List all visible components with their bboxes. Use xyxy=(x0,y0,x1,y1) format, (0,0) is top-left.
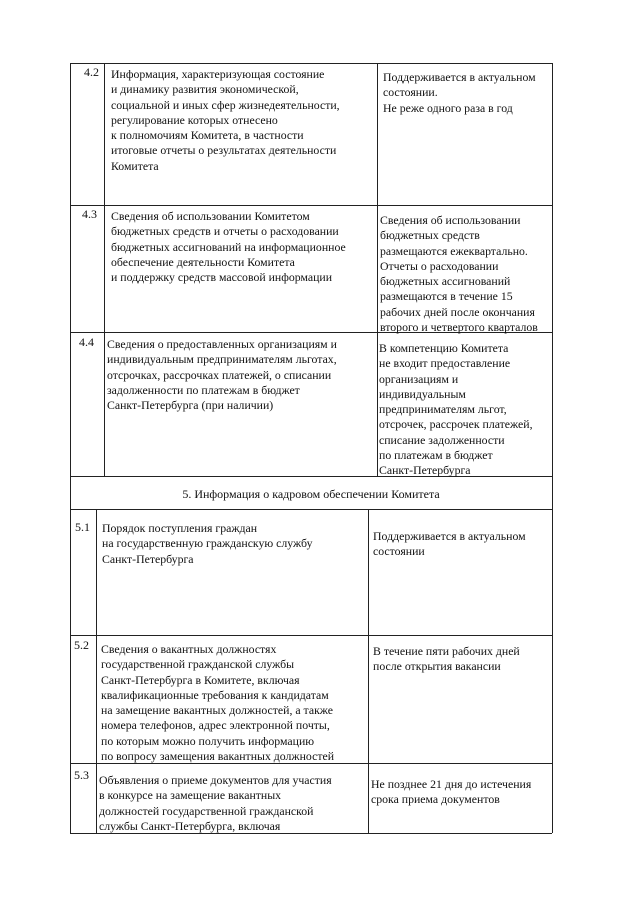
table-line xyxy=(104,63,105,476)
desc-line: и поддержку средств массовой информации xyxy=(111,270,333,285)
table-line xyxy=(70,63,71,833)
desc-line: номера телефонов, адрес электронной почты, xyxy=(101,718,330,733)
note-line: Отчеты о расходовании xyxy=(380,258,499,273)
note-line: Не позднее 21 дня до истечения xyxy=(371,777,532,791)
note-line: состоянии xyxy=(373,544,425,559)
table-line xyxy=(377,63,378,476)
row-note xyxy=(380,213,550,335)
table-line xyxy=(70,205,552,206)
row-note xyxy=(373,529,549,560)
desc-line: государственной гражданской службы xyxy=(101,657,295,672)
note-line: бюджетных ассигнований xyxy=(380,274,511,289)
desc-line: Санкт-Петербурга (при наличии) xyxy=(107,398,274,413)
desc-line: регулирование которых отнесено xyxy=(111,112,278,127)
row-number: 4.2 xyxy=(84,65,99,79)
row-description xyxy=(107,337,373,413)
desc-line: задолженности по платежам в бюджет xyxy=(107,382,300,397)
note-line: Поддерживается в актуальном xyxy=(383,70,536,84)
note-line: списание задолженности xyxy=(379,432,505,447)
desc-line: Санкт-Петербурга в Комитете, включая xyxy=(101,672,300,687)
row-note xyxy=(373,644,549,675)
table-line xyxy=(368,509,369,833)
desc-line: индивидуальным предпринимателям льготах, xyxy=(107,352,337,367)
desc-line: Объявления о приеме документов для участия xyxy=(99,773,332,787)
note-line: В течение пяти рабочих дней xyxy=(373,644,520,658)
note-line: размещаются ежеквартально. xyxy=(380,243,528,258)
desc-line: службы Санкт-Петербурга, включая xyxy=(99,818,281,833)
desc-line: бюджетных ассигнований на информационное xyxy=(111,239,346,254)
note-line: второго и четвертого кварталов xyxy=(380,320,538,335)
desc-line: на замещение вакантных должностей, а также xyxy=(101,703,334,718)
desc-line: в конкурсе на замещение вакантных xyxy=(99,788,282,803)
table-line xyxy=(96,509,97,833)
note-line: не входит предоставление xyxy=(379,356,511,371)
note-line: Сведения об использовании xyxy=(380,213,521,227)
desc-line: квалификационные требования к кандидатам xyxy=(101,687,329,702)
row-number: 4.4 xyxy=(79,335,94,349)
desc-line: по вопросу замещения вакантных должностей xyxy=(101,749,335,764)
desc-line: обеспечение деятельности Комитета xyxy=(111,254,295,269)
row-description xyxy=(99,773,364,834)
row-description xyxy=(102,521,364,567)
desc-line: бюджетных средств и отчеты о расходовании xyxy=(111,224,339,239)
desc-line: и динамику развития экономической, xyxy=(111,82,299,97)
desc-line: Сведения об использовании Комитетом xyxy=(111,209,310,223)
row-number: 5.3 xyxy=(74,768,89,782)
note-line: отсрочек, рассрочек платежей, xyxy=(379,417,533,432)
row-note xyxy=(371,777,549,808)
note-line: Не реже одного раза в год xyxy=(383,100,513,115)
row-note xyxy=(379,341,549,479)
note-line: рабочих дней после окончания xyxy=(380,304,535,319)
section-title: 5. Информация о кадровом обеспечении Комитета xyxy=(182,487,440,501)
desc-line: Сведения о предоставленных организациям и xyxy=(107,337,337,351)
table-line xyxy=(70,63,552,64)
desc-line: Сведения о вакантных должностях xyxy=(101,642,277,656)
row-note xyxy=(383,70,549,116)
row-number: 5.1 xyxy=(75,520,90,534)
desc-line: по которым можно получить информацию xyxy=(101,733,315,748)
note-line: после открытия вакансии xyxy=(373,659,501,674)
desc-line: итоговые отчеты о результатах деятельности xyxy=(111,143,337,158)
desc-line: на государственную гражданскую службу xyxy=(102,536,313,551)
desc-line: должностей государственной гражданской xyxy=(99,803,314,818)
note-line: размещаются в течение 15 xyxy=(380,289,513,304)
row-description xyxy=(111,67,373,174)
note-line: индивидуальным xyxy=(379,386,466,401)
table-line xyxy=(552,63,553,833)
note-line: бюджетных средств xyxy=(380,228,480,243)
note-line: предпринимателям льгот, xyxy=(379,402,507,417)
desc-line: отсрочках, рассрочках платежей, о списании xyxy=(107,367,332,382)
note-line: Санкт-Петербурга xyxy=(379,463,471,478)
desc-line: к полномочиям Комитета, в частности xyxy=(111,128,304,143)
desc-line: Санкт-Петербурга xyxy=(102,551,194,566)
desc-line: Комитета xyxy=(111,158,159,173)
row-number: 5.2 xyxy=(74,638,89,652)
table-line xyxy=(70,509,552,510)
note-line: организациям и xyxy=(379,371,459,386)
note-line: В компетенцию Комитета xyxy=(379,341,509,355)
desc-line: Информация, характеризующая состояние xyxy=(111,67,325,81)
desc-line: Порядок поступления граждан xyxy=(102,521,258,535)
note-line: состоянии. xyxy=(383,85,438,100)
table-line xyxy=(70,635,552,636)
desc-line: социальной и иных сфер жизнедеятельности, xyxy=(111,97,340,112)
row-description xyxy=(101,642,364,764)
note-line: по платежам в бюджет xyxy=(379,448,493,463)
note-line: Поддерживается в актуальном xyxy=(373,529,526,543)
row-number: 4.3 xyxy=(82,207,97,221)
row-description xyxy=(111,209,373,285)
note-line: срока приема документов xyxy=(371,792,500,807)
